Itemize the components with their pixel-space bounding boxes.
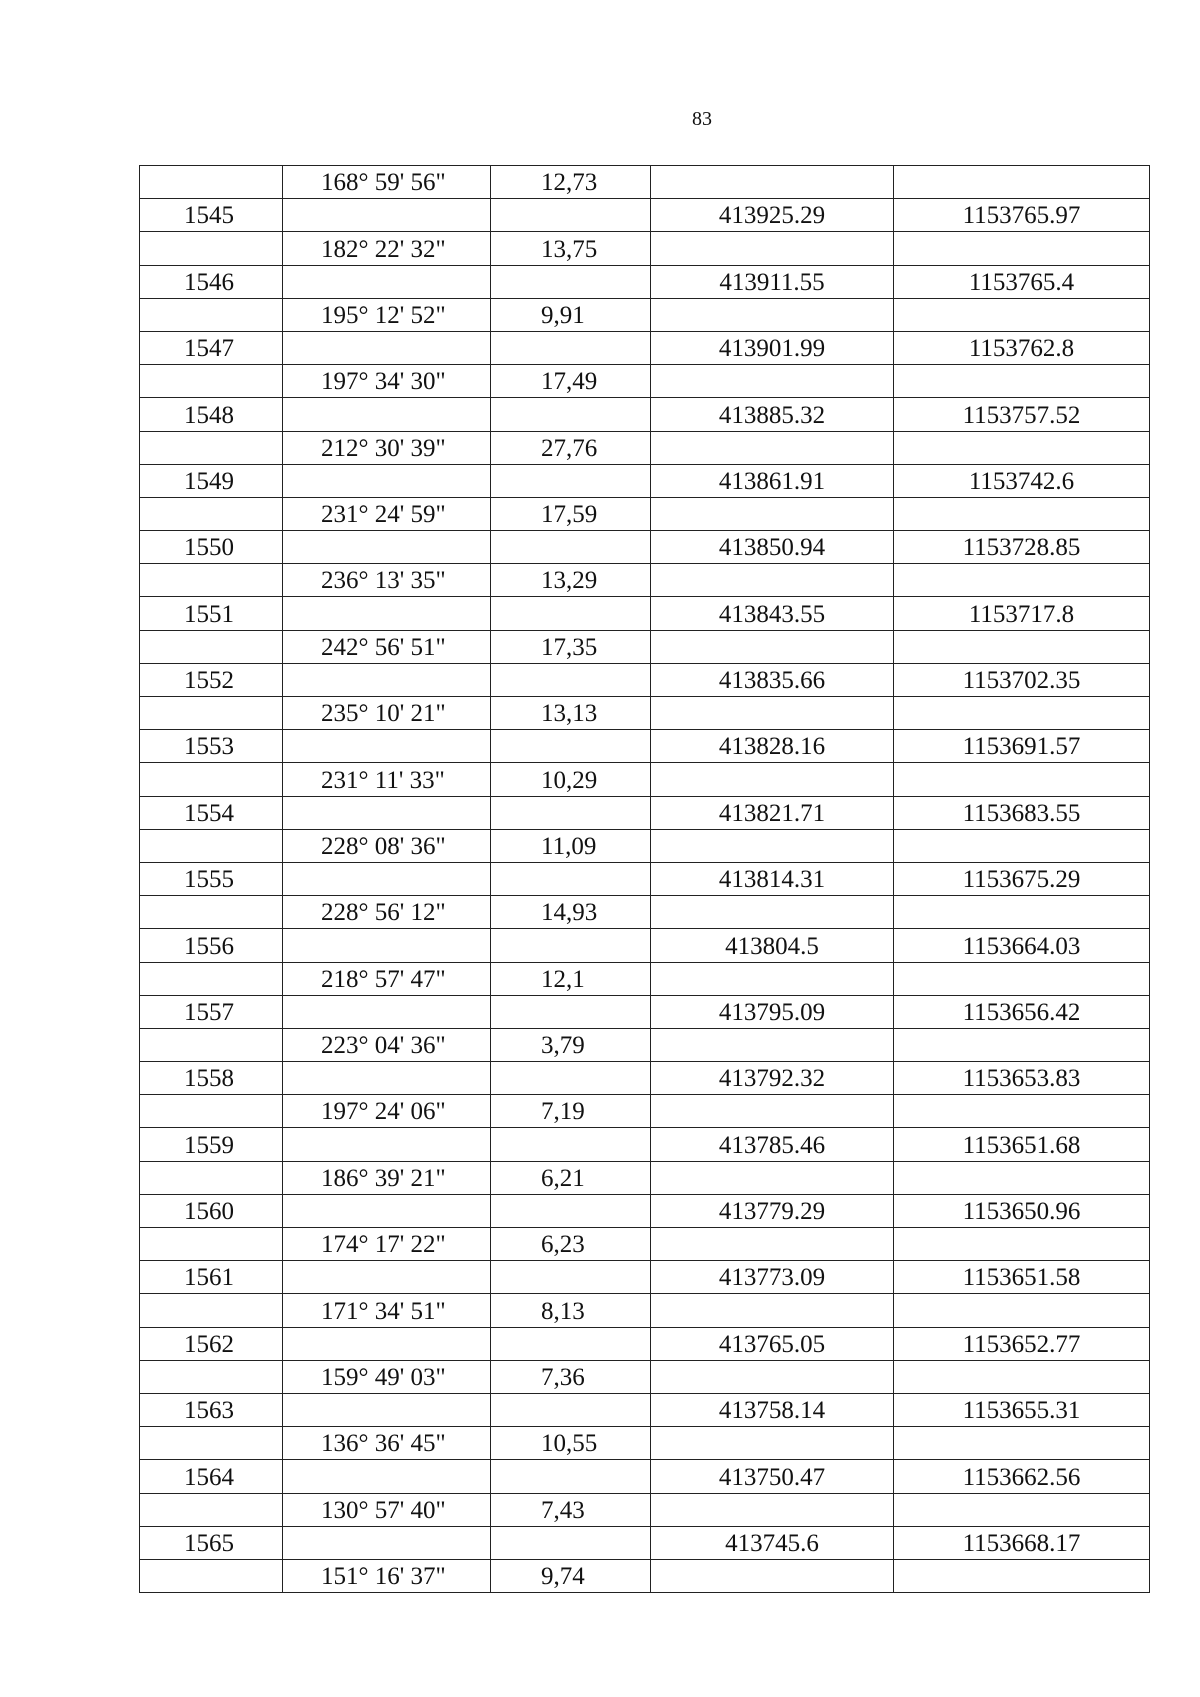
x-coordinate-cell: 413765.05: [651, 1327, 894, 1360]
distance-cell: 12,73: [491, 166, 651, 199]
point-row: [140, 796, 1150, 829]
direction-angle-cell: 136° 36' 45": [283, 1427, 491, 1460]
direction-angle-cell: [283, 597, 491, 630]
segment-row: [140, 1228, 1150, 1261]
y-coordinate-cell: [894, 1360, 1150, 1393]
x-coordinate-cell: [651, 763, 894, 796]
direction-angle-cell: 195° 12' 52": [283, 298, 491, 331]
segment-row: [140, 1095, 1150, 1128]
distance-cell: 13,13: [491, 697, 651, 730]
y-coordinate-cell: 1153742.6: [894, 464, 1150, 497]
direction-angle-cell: 231° 24' 59": [283, 497, 491, 530]
y-coordinate-cell: 1153653.83: [894, 1062, 1150, 1095]
distance-cell: [491, 531, 651, 564]
point-row: [140, 464, 1150, 497]
x-coordinate-cell: 413835.66: [651, 663, 894, 696]
y-coordinate-cell: 1153651.68: [894, 1128, 1150, 1161]
segment-row: [140, 166, 1150, 199]
distance-cell: [491, 796, 651, 829]
y-coordinate-cell: [894, 166, 1150, 199]
y-coordinate-cell: [894, 1427, 1150, 1460]
y-coordinate-cell: 1153650.96: [894, 1194, 1150, 1227]
x-coordinate-cell: 413795.09: [651, 995, 894, 1028]
direction-angle-cell: [283, 1526, 491, 1559]
direction-angle-cell: [283, 796, 491, 829]
y-coordinate-cell: 1153664.03: [894, 929, 1150, 962]
point-number-cell: 1561: [140, 1261, 283, 1294]
page-number: 83: [692, 108, 712, 130]
y-coordinate-cell: 1153691.57: [894, 730, 1150, 763]
point-number-cell: [140, 630, 283, 663]
x-coordinate-cell: 413850.94: [651, 531, 894, 564]
point-number-cell: 1549: [140, 464, 283, 497]
direction-angle-cell: 197° 24' 06": [283, 1095, 491, 1128]
direction-angle-cell: 235° 10' 21": [283, 697, 491, 730]
point-row: [140, 1194, 1150, 1227]
point-number-cell: 1560: [140, 1194, 283, 1227]
direction-angle-cell: [283, 531, 491, 564]
point-row: [140, 531, 1150, 564]
point-number-cell: [140, 298, 283, 331]
distance-cell: 7,43: [491, 1493, 651, 1526]
y-coordinate-cell: 1153765.97: [894, 199, 1150, 232]
y-coordinate-cell: [894, 232, 1150, 265]
point-row: [140, 862, 1150, 895]
x-coordinate-cell: [651, 962, 894, 995]
y-coordinate-cell: 1153662.56: [894, 1460, 1150, 1493]
distance-cell: [491, 995, 651, 1028]
y-coordinate-cell: [894, 697, 1150, 730]
distance-cell: 7,36: [491, 1360, 651, 1393]
direction-angle-cell: [283, 1128, 491, 1161]
direction-angle-cell: 159° 49' 03": [283, 1360, 491, 1393]
x-coordinate-cell: [651, 1427, 894, 1460]
point-number-cell: [140, 962, 283, 995]
point-number-cell: 1563: [140, 1393, 283, 1426]
point-number-cell: [140, 829, 283, 862]
distance-cell: 11,09: [491, 829, 651, 862]
point-number-cell: [140, 1095, 283, 1128]
segment-row: [140, 1559, 1150, 1592]
point-number-cell: [140, 1228, 283, 1261]
x-coordinate-cell: 413804.5: [651, 929, 894, 962]
direction-angle-cell: 168° 59' 56": [283, 166, 491, 199]
x-coordinate-cell: 413821.71: [651, 796, 894, 829]
direction-angle-cell: [283, 331, 491, 364]
direction-angle-cell: [283, 862, 491, 895]
y-coordinate-cell: [894, 365, 1150, 398]
y-coordinate-cell: 1153656.42: [894, 995, 1150, 1028]
point-row: [140, 199, 1150, 232]
distance-cell: [491, 1062, 651, 1095]
direction-angle-cell: [283, 995, 491, 1028]
distance-cell: 8,13: [491, 1294, 651, 1327]
point-number-cell: 1552: [140, 663, 283, 696]
direction-angle-cell: 197° 34' 30": [283, 365, 491, 398]
distance-cell: 10,55: [491, 1427, 651, 1460]
point-row: [140, 1460, 1150, 1493]
point-number-cell: [140, 1559, 283, 1592]
x-coordinate-cell: [651, 1095, 894, 1128]
distance-cell: 3,79: [491, 1028, 651, 1061]
distance-cell: 17,49: [491, 365, 651, 398]
y-coordinate-cell: 1153717.8: [894, 597, 1150, 630]
point-row: [140, 597, 1150, 630]
distance-cell: [491, 331, 651, 364]
segment-row: [140, 1427, 1150, 1460]
point-number-cell: [140, 365, 283, 398]
point-row: [140, 331, 1150, 364]
coordinates-table: [139, 165, 1150, 1593]
point-number-cell: [140, 1161, 283, 1194]
distance-cell: [491, 597, 651, 630]
point-row: [140, 1261, 1150, 1294]
y-coordinate-cell: [894, 298, 1150, 331]
x-coordinate-cell: [651, 1493, 894, 1526]
direction-angle-cell: 212° 30' 39": [283, 431, 491, 464]
direction-angle-cell: 223° 04' 36": [283, 1028, 491, 1061]
point-row: [140, 929, 1150, 962]
point-number-cell: 1551: [140, 597, 283, 630]
point-number-cell: [140, 1028, 283, 1061]
y-coordinate-cell: 1153762.8: [894, 331, 1150, 364]
point-row: [140, 265, 1150, 298]
direction-angle-cell: 228° 08' 36": [283, 829, 491, 862]
distance-cell: [491, 1128, 651, 1161]
y-coordinate-cell: [894, 829, 1150, 862]
direction-angle-cell: 231° 11' 33": [283, 763, 491, 796]
distance-cell: 14,93: [491, 896, 651, 929]
segment-row: [140, 1360, 1150, 1393]
direction-angle-cell: 186° 39' 21": [283, 1161, 491, 1194]
x-coordinate-cell: [651, 431, 894, 464]
point-number-cell: 1559: [140, 1128, 283, 1161]
x-coordinate-cell: [651, 1559, 894, 1592]
point-number-cell: [140, 431, 283, 464]
distance-cell: [491, 1261, 651, 1294]
y-coordinate-cell: 1153652.77: [894, 1327, 1150, 1360]
point-number-cell: [140, 697, 283, 730]
y-coordinate-cell: [894, 1228, 1150, 1261]
x-coordinate-cell: 413758.14: [651, 1393, 894, 1426]
distance-cell: [491, 929, 651, 962]
x-coordinate-cell: [651, 630, 894, 663]
point-row: [140, 1062, 1150, 1095]
x-coordinate-cell: 413861.91: [651, 464, 894, 497]
x-coordinate-cell: [651, 1360, 894, 1393]
segment-row: [140, 298, 1150, 331]
point-number-cell: 1545: [140, 199, 283, 232]
segment-row: [140, 962, 1150, 995]
distance-cell: [491, 398, 651, 431]
point-number-cell: 1550: [140, 531, 283, 564]
segment-row: [140, 431, 1150, 464]
distance-cell: [491, 265, 651, 298]
segment-row: [140, 1028, 1150, 1061]
distance-cell: [491, 199, 651, 232]
point-row: [140, 995, 1150, 1028]
y-coordinate-cell: 1153655.31: [894, 1393, 1150, 1426]
x-coordinate-cell: 413885.32: [651, 398, 894, 431]
segment-row: [140, 1294, 1150, 1327]
segment-row: [140, 365, 1150, 398]
y-coordinate-cell: [894, 1028, 1150, 1061]
direction-angle-cell: 182° 22' 32": [283, 232, 491, 265]
direction-angle-cell: [283, 1327, 491, 1360]
direction-angle-cell: [283, 1261, 491, 1294]
x-coordinate-cell: [651, 1228, 894, 1261]
x-coordinate-cell: 413785.46: [651, 1128, 894, 1161]
y-coordinate-cell: 1153668.17: [894, 1526, 1150, 1559]
direction-angle-cell: 171° 34' 51": [283, 1294, 491, 1327]
x-coordinate-cell: [651, 1028, 894, 1061]
point-number-cell: 1553: [140, 730, 283, 763]
y-coordinate-cell: [894, 431, 1150, 464]
y-coordinate-cell: [894, 763, 1150, 796]
y-coordinate-cell: 1153757.52: [894, 398, 1150, 431]
x-coordinate-cell: 413911.55: [651, 265, 894, 298]
x-coordinate-cell: [651, 365, 894, 398]
segment-row: [140, 497, 1150, 530]
x-coordinate-cell: [651, 166, 894, 199]
segment-row: [140, 697, 1150, 730]
point-row: [140, 730, 1150, 763]
direction-angle-cell: [283, 1194, 491, 1227]
y-coordinate-cell: 1153683.55: [894, 796, 1150, 829]
distance-cell: 17,35: [491, 630, 651, 663]
y-coordinate-cell: 1153765.4: [894, 265, 1150, 298]
y-coordinate-cell: [894, 1095, 1150, 1128]
y-coordinate-cell: [894, 564, 1150, 597]
distance-cell: [491, 730, 651, 763]
distance-cell: 7,19: [491, 1095, 651, 1128]
x-coordinate-cell: 413925.29: [651, 199, 894, 232]
x-coordinate-cell: [651, 829, 894, 862]
direction-angle-cell: 236° 13' 35": [283, 564, 491, 597]
direction-angle-cell: [283, 464, 491, 497]
point-number-cell: [140, 896, 283, 929]
point-row: [140, 1327, 1150, 1360]
x-coordinate-cell: 413843.55: [651, 597, 894, 630]
point-number-cell: [140, 1493, 283, 1526]
y-coordinate-cell: [894, 630, 1150, 663]
point-row: [140, 398, 1150, 431]
point-number-cell: 1565: [140, 1526, 283, 1559]
direction-angle-cell: [283, 1062, 491, 1095]
direction-angle-cell: [283, 398, 491, 431]
point-number-cell: [140, 232, 283, 265]
point-row: [140, 1393, 1150, 1426]
segment-row: [140, 829, 1150, 862]
y-coordinate-cell: 1153702.35: [894, 663, 1150, 696]
direction-angle-cell: 130° 57' 40": [283, 1493, 491, 1526]
distance-cell: [491, 1194, 651, 1227]
distance-cell: 12,1: [491, 962, 651, 995]
x-coordinate-cell: [651, 232, 894, 265]
point-number-cell: 1564: [140, 1460, 283, 1493]
point-number-cell: [140, 564, 283, 597]
y-coordinate-cell: [894, 962, 1150, 995]
direction-angle-cell: [283, 730, 491, 763]
direction-angle-cell: 242° 56' 51": [283, 630, 491, 663]
point-number-cell: 1556: [140, 929, 283, 962]
y-coordinate-cell: [894, 1493, 1150, 1526]
point-number-cell: 1557: [140, 995, 283, 1028]
y-coordinate-cell: 1153651.58: [894, 1261, 1150, 1294]
point-row: [140, 663, 1150, 696]
direction-angle-cell: 174° 17' 22": [283, 1228, 491, 1261]
distance-cell: 9,91: [491, 298, 651, 331]
direction-angle-cell: [283, 1460, 491, 1493]
distance-cell: 13,29: [491, 564, 651, 597]
segment-row: [140, 896, 1150, 929]
direction-angle-cell: [283, 663, 491, 696]
x-coordinate-cell: 413779.29: [651, 1194, 894, 1227]
point-number-cell: [140, 763, 283, 796]
point-number-cell: [140, 1294, 283, 1327]
y-coordinate-cell: [894, 1161, 1150, 1194]
distance-cell: 6,21: [491, 1161, 651, 1194]
distance-cell: [491, 464, 651, 497]
point-number-cell: [140, 1360, 283, 1393]
distance-cell: [491, 862, 651, 895]
point-number-cell: 1547: [140, 331, 283, 364]
distance-cell: 9,74: [491, 1559, 651, 1592]
point-number-cell: 1558: [140, 1062, 283, 1095]
point-number-cell: 1555: [140, 862, 283, 895]
y-coordinate-cell: [894, 497, 1150, 530]
x-coordinate-cell: [651, 1294, 894, 1327]
distance-cell: 27,76: [491, 431, 651, 464]
table-body: [140, 166, 1150, 1593]
direction-angle-cell: 151° 16' 37": [283, 1559, 491, 1592]
x-coordinate-cell: 413773.09: [651, 1261, 894, 1294]
direction-angle-cell: [283, 265, 491, 298]
y-coordinate-cell: [894, 1559, 1150, 1592]
distance-cell: 17,59: [491, 497, 651, 530]
segment-row: [140, 1493, 1150, 1526]
y-coordinate-cell: 1153728.85: [894, 531, 1150, 564]
segment-row: [140, 763, 1150, 796]
point-number-cell: [140, 166, 283, 199]
x-coordinate-cell: 413745.6: [651, 1526, 894, 1559]
x-coordinate-cell: [651, 564, 894, 597]
x-coordinate-cell: [651, 697, 894, 730]
x-coordinate-cell: [651, 298, 894, 331]
x-coordinate-cell: 413901.99: [651, 331, 894, 364]
x-coordinate-cell: 413750.47: [651, 1460, 894, 1493]
point-row: [140, 1526, 1150, 1559]
point-number-cell: 1554: [140, 796, 283, 829]
point-number-cell: 1548: [140, 398, 283, 431]
segment-row: [140, 232, 1150, 265]
distance-cell: 10,29: [491, 763, 651, 796]
direction-angle-cell: 228° 56' 12": [283, 896, 491, 929]
segment-row: [140, 564, 1150, 597]
x-coordinate-cell: 413828.16: [651, 730, 894, 763]
direction-angle-cell: [283, 929, 491, 962]
y-coordinate-cell: [894, 1294, 1150, 1327]
direction-angle-cell: [283, 1393, 491, 1426]
point-number-cell: 1562: [140, 1327, 283, 1360]
point-number-cell: 1546: [140, 265, 283, 298]
x-coordinate-cell: 413792.32: [651, 1062, 894, 1095]
direction-angle-cell: 218° 57' 47": [283, 962, 491, 995]
distance-cell: [491, 1526, 651, 1559]
x-coordinate-cell: [651, 896, 894, 929]
distance-cell: 6,23: [491, 1228, 651, 1261]
distance-cell: [491, 663, 651, 696]
point-number-cell: [140, 497, 283, 530]
distance-cell: [491, 1393, 651, 1426]
point-number-cell: [140, 1427, 283, 1460]
segment-row: [140, 630, 1150, 663]
distance-cell: [491, 1460, 651, 1493]
point-row: [140, 1128, 1150, 1161]
direction-angle-cell: [283, 199, 491, 232]
y-coordinate-cell: 1153675.29: [894, 862, 1150, 895]
y-coordinate-cell: [894, 896, 1150, 929]
distance-cell: 13,75: [491, 232, 651, 265]
segment-row: [140, 1161, 1150, 1194]
distance-cell: [491, 1327, 651, 1360]
x-coordinate-cell: [651, 497, 894, 530]
x-coordinate-cell: [651, 1161, 894, 1194]
x-coordinate-cell: 413814.31: [651, 862, 894, 895]
